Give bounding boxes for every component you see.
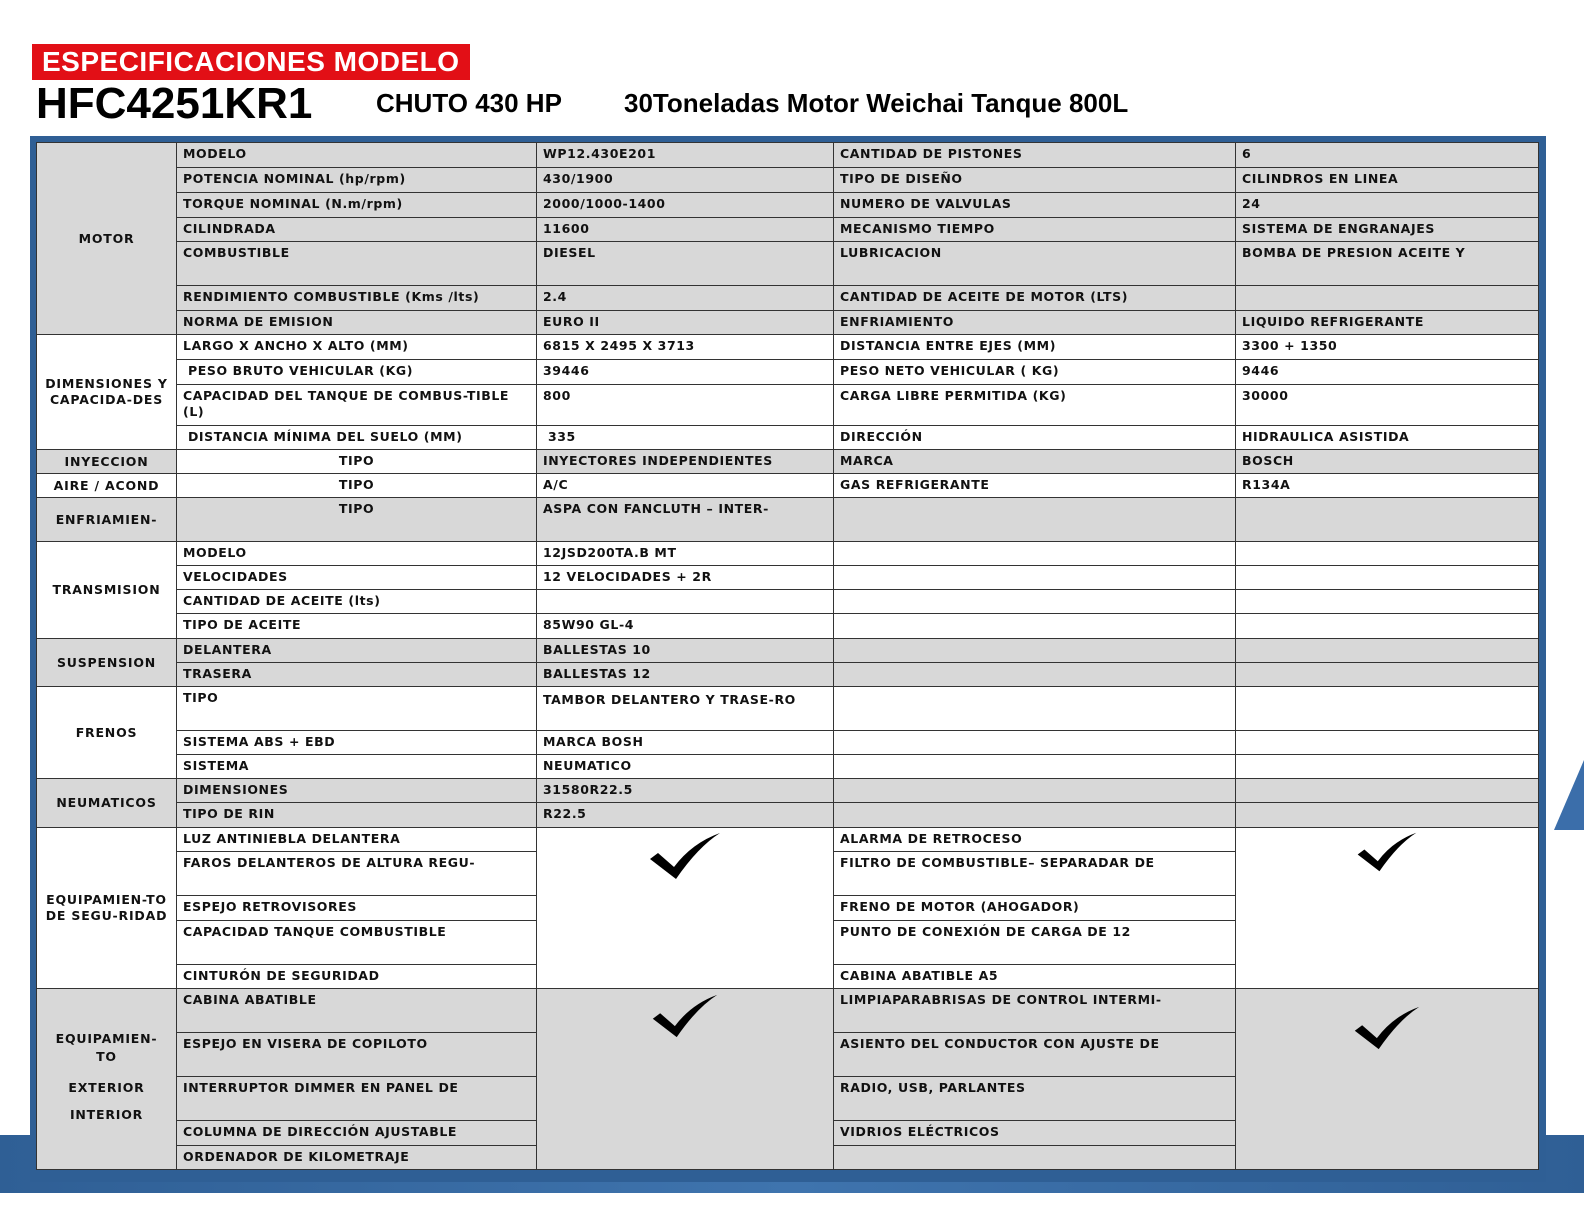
table-row <box>37 450 1539 474</box>
empty-cell <box>834 803 1236 828</box>
empty-cell <box>834 755 1236 779</box>
table-row <box>37 385 1539 426</box>
spec-value <box>1236 286 1539 311</box>
equipment-item: ALARMA DE RETROCESO <box>834 828 1236 852</box>
empty-cell <box>834 542 1236 566</box>
equipment-item: LIMPIAPARABRISAS DE CONTROL INTERMI- <box>834 989 1236 1033</box>
empty-cell <box>1236 687 1539 731</box>
spec-label: ENFRIAMIENTO <box>834 311 1236 335</box>
category-line: EXTERIOR <box>68 1080 145 1095</box>
category-enfriamiento: ENFRIAMIEN- <box>37 498 177 542</box>
model-subtitle: CHUTO 430 HP <box>376 88 562 118</box>
spec-value: BALLESTAS 10 <box>537 639 834 663</box>
spec-value: 800 <box>537 385 834 426</box>
spec-value: NEUMATICO <box>537 755 834 779</box>
empty-cell <box>1236 755 1539 779</box>
category-seguridad: EQUIPAMIEN-TO DE SEGU-RIDAD <box>37 828 177 989</box>
spec-value: 31580R22.5 <box>537 779 834 803</box>
table-row <box>37 828 1539 852</box>
category-suspension: SUSPENSION <box>37 639 177 687</box>
empty-cell <box>1236 542 1539 566</box>
spec-badge: ESPECIFICACIONES MODELO <box>32 44 470 80</box>
empty-cell <box>834 614 1236 639</box>
spec-value: A/C <box>537 474 834 498</box>
table-row <box>37 218 1539 242</box>
table-row <box>37 989 1539 1033</box>
equipment-item: COLUMNA DE DIRECCIÓN AJUSTABLE <box>177 1121 537 1146</box>
category-line: EQUIPAMIEN- <box>55 1031 158 1046</box>
spec-label: TIPO <box>177 687 537 731</box>
spec-value: HIDRAULICA ASISTIDA <box>1236 426 1539 450</box>
table-row <box>37 542 1539 566</box>
category-transmision: TRANSMISION <box>37 542 177 639</box>
checkmark-icon <box>649 993 721 1039</box>
spec-label: POTENCIA NOMINAL (hp/rpm) <box>177 168 537 193</box>
category-dimensiones: DIMENSIONES Y CAPACIDA-DES <box>37 335 177 450</box>
equipment-item: CINTURÓN DE SEGURIDAD <box>177 965 537 989</box>
spec-label: MODELO <box>177 143 537 168</box>
table-row <box>37 639 1539 663</box>
table-row <box>37 755 1539 779</box>
empty-cell <box>834 663 1236 687</box>
empty-cell <box>1236 731 1539 755</box>
empty-cell <box>834 731 1236 755</box>
spec-label: DISTANCIA MÍNIMA DEL SUELO (MM) <box>177 426 537 450</box>
spec-value: LIQUIDO REFRIGERANTE <box>1236 311 1539 335</box>
table-row <box>37 614 1539 639</box>
spec-label: NORMA DE EMISION <box>177 311 537 335</box>
equipment-item: FILTRO DE COMBUSTIBLE– SEPARADAR DE <box>834 852 1236 896</box>
equipment-item: RADIO, USB, PARLANTES <box>834 1077 1236 1121</box>
spec-value: INYECTORES INDEPENDIENTES <box>537 450 834 474</box>
spec-value: 85W90 GL-4 <box>537 614 834 639</box>
spec-value: 39446 <box>537 360 834 385</box>
spec-label: TIPO DE RIN <box>177 803 537 828</box>
equipment-item: ORDENADOR DE KILOMETRAJE <box>177 1146 537 1170</box>
table-row <box>37 687 1539 731</box>
check-cell <box>1236 828 1539 989</box>
empty-cell <box>834 687 1236 731</box>
spec-value: 335 <box>537 426 834 450</box>
table-row <box>37 590 1539 614</box>
spec-value: BOSCH <box>1236 450 1539 474</box>
spec-label: TIPO <box>177 450 537 474</box>
table-row <box>37 803 1539 828</box>
spec-label: DIMENSIONES <box>177 779 537 803</box>
equipment-item: FRENO DE MOTOR (AHOGADOR) <box>834 896 1236 921</box>
equipment-item: CAPACIDAD TANQUE COMBUSTIBLE <box>177 921 537 965</box>
empty-cell <box>1236 779 1539 803</box>
equipment-item: ESPEJO RETROVISORES <box>177 896 537 921</box>
spec-label: PESO NETO VEHICULAR ( KG) <box>834 360 1236 385</box>
category-inyeccion: INYECCION <box>37 450 177 474</box>
table-row <box>37 360 1539 385</box>
empty-cell <box>834 498 1236 542</box>
spec-label: CANTIDAD DE PISTONES <box>834 143 1236 168</box>
category-neumaticos: NEUMATICOS <box>37 779 177 828</box>
spec-value: TAMBOR DELANTERO Y TRASE-RO <box>537 687 834 731</box>
equipment-item: INTERRUPTOR DIMMER EN PANEL DE <box>177 1077 537 1121</box>
table-row <box>37 193 1539 218</box>
spec-value: MARCA BOSH <box>537 731 834 755</box>
category-aire: AIRE / ACOND <box>37 474 177 498</box>
table-row <box>37 474 1539 498</box>
background-swoosh <box>1554 760 1584 830</box>
spec-value: WP12.430E201 <box>537 143 834 168</box>
table-row <box>37 731 1539 755</box>
equipment-item: FAROS DELANTEROS DE ALTURA REGU- <box>177 852 537 896</box>
equipment-item: VIDRIOS ELÉCTRICOS <box>834 1121 1236 1146</box>
table-row <box>37 286 1539 311</box>
spec-value: DIESEL <box>537 242 834 286</box>
spec-label: MODELO <box>177 542 537 566</box>
table-row <box>37 498 1539 542</box>
spec-label: MARCA <box>834 450 1236 474</box>
empty-cell <box>834 779 1236 803</box>
empty-cell <box>1236 663 1539 687</box>
spec-value: 12 VELOCIDADES + 2R <box>537 566 834 590</box>
category-frenos: FRENOS <box>37 687 177 779</box>
table-row <box>37 566 1539 590</box>
spec-value: 6815 X 2495 X 3713 <box>537 335 834 360</box>
spec-label: MECANISMO TIEMPO <box>834 218 1236 242</box>
spec-label: TIPO DE DISEÑO <box>834 168 1236 193</box>
checkmark-icon <box>648 831 722 881</box>
equipment-item: ASIENTO DEL CONDUCTOR CON AJUSTE DE <box>834 1033 1236 1077</box>
spec-value: 2.4 <box>537 286 834 311</box>
spec-label: GAS REFRIGERANTE <box>834 474 1236 498</box>
table-row <box>37 779 1539 803</box>
table-row <box>37 168 1539 193</box>
spec-label: DISTANCIA ENTRE EJES (MM) <box>834 335 1236 360</box>
equipment-item <box>834 1146 1236 1170</box>
specifications-table <box>36 142 1539 1170</box>
spec-value <box>537 590 834 614</box>
empty-cell <box>1236 639 1539 663</box>
spec-value: 30000 <box>1236 385 1539 426</box>
spec-label: SISTEMA <box>177 755 537 779</box>
spec-value: 430/1900 <box>537 168 834 193</box>
spec-value: 11600 <box>537 218 834 242</box>
equipment-item: PUNTO DE CONEXIÓN DE CARGA DE 12 <box>834 921 1236 965</box>
spec-label: TIPO DE ACEITE <box>177 614 537 639</box>
model-description: 30Toneladas Motor Weichai Tanque 800L <box>624 88 1129 118</box>
table-row <box>37 426 1539 450</box>
spec-label: VELOCIDADES <box>177 566 537 590</box>
checkmark-icon <box>1352 1005 1422 1051</box>
spec-value: R22.5 <box>537 803 834 828</box>
spec-value: R134A <box>1236 474 1539 498</box>
table-row <box>37 335 1539 360</box>
spec-value: SISTEMA DE ENGRANAJES <box>1236 218 1539 242</box>
spec-label: TORQUE NOMINAL (N.m/rpm) <box>177 193 537 218</box>
spec-value: EURO II <box>537 311 834 335</box>
spec-label: CARGA LIBRE PERMITIDA (KG) <box>834 385 1236 426</box>
spec-label: SISTEMA ABS + EBD <box>177 731 537 755</box>
check-cell <box>537 828 834 989</box>
table-row <box>37 663 1539 687</box>
equipment-item: CABINA ABATIBLE A5 <box>834 965 1236 989</box>
equipment-item: CABINA ABATIBLE <box>177 989 537 1033</box>
spec-label: DIRECCIÓN <box>834 426 1236 450</box>
category-line: INTERIOR <box>69 1107 144 1122</box>
spec-label: PESO BRUTO VEHICULAR (KG) <box>177 360 537 385</box>
equipment-item: LUZ ANTINIEBLA DELANTERA <box>177 828 537 852</box>
spec-value: ASPA CON FANCLUTH – INTER- <box>537 498 834 542</box>
spec-label: TIPO <box>177 474 537 498</box>
empty-cell <box>1236 590 1539 614</box>
check-cell <box>537 989 834 1170</box>
spec-label: CILINDRADA <box>177 218 537 242</box>
spec-label: LARGO X ANCHO X ALTO (MM) <box>177 335 537 360</box>
empty-cell <box>834 590 1236 614</box>
category-line: TO <box>96 1049 117 1064</box>
table-row <box>37 242 1539 286</box>
spec-value: 12JSD200TA.B MT <box>537 542 834 566</box>
equipment-item: ESPEJO EN VISERA DE COPILOTO <box>177 1033 537 1077</box>
spec-value: 9446 <box>1236 360 1539 385</box>
spec-label: COMBUSTIBLE <box>177 242 537 286</box>
table-row <box>37 311 1539 335</box>
empty-cell <box>1236 566 1539 590</box>
spec-label: TRASERA <box>177 663 537 687</box>
spec-value: 24 <box>1236 193 1539 218</box>
spec-label: TIPO <box>177 498 537 542</box>
empty-cell <box>834 639 1236 663</box>
spec-label: LUBRICACION <box>834 242 1236 286</box>
spec-label: NUMERO DE VALVULAS <box>834 193 1236 218</box>
category-exterior-interior <box>37 989 177 1170</box>
category-motor: MOTOR <box>37 143 177 335</box>
spec-value: CILINDROS EN LINEA <box>1236 168 1539 193</box>
empty-cell <box>834 566 1236 590</box>
empty-cell <box>1236 803 1539 828</box>
empty-cell <box>1236 498 1539 542</box>
spec-label: DELANTERA <box>177 639 537 663</box>
spec-label: CAPACIDAD DEL TANQUE DE COMBUS-TIBLE (L) <box>177 385 537 426</box>
spec-label: CANTIDAD DE ACEITE DE MOTOR (LTS) <box>834 286 1236 311</box>
check-cell <box>1236 989 1539 1170</box>
checkmark-icon <box>1356 831 1418 873</box>
spec-value: 3300 + 1350 <box>1236 335 1539 360</box>
spec-value: 6 <box>1236 143 1539 168</box>
empty-cell <box>1236 614 1539 639</box>
spec-label: CANTIDAD DE ACEITE (lts) <box>177 590 537 614</box>
spec-value: BALLESTAS 12 <box>537 663 834 687</box>
model-code: HFC4251KR1 <box>36 79 313 128</box>
table-row <box>37 143 1539 168</box>
spec-value: 2000/1000-1400 <box>537 193 834 218</box>
spec-label: RENDIMIENTO COMBUSTIBLE (Kms /lts) <box>177 286 537 311</box>
spec-value: BOMBA DE PRESION ACEITE Y <box>1236 242 1539 286</box>
